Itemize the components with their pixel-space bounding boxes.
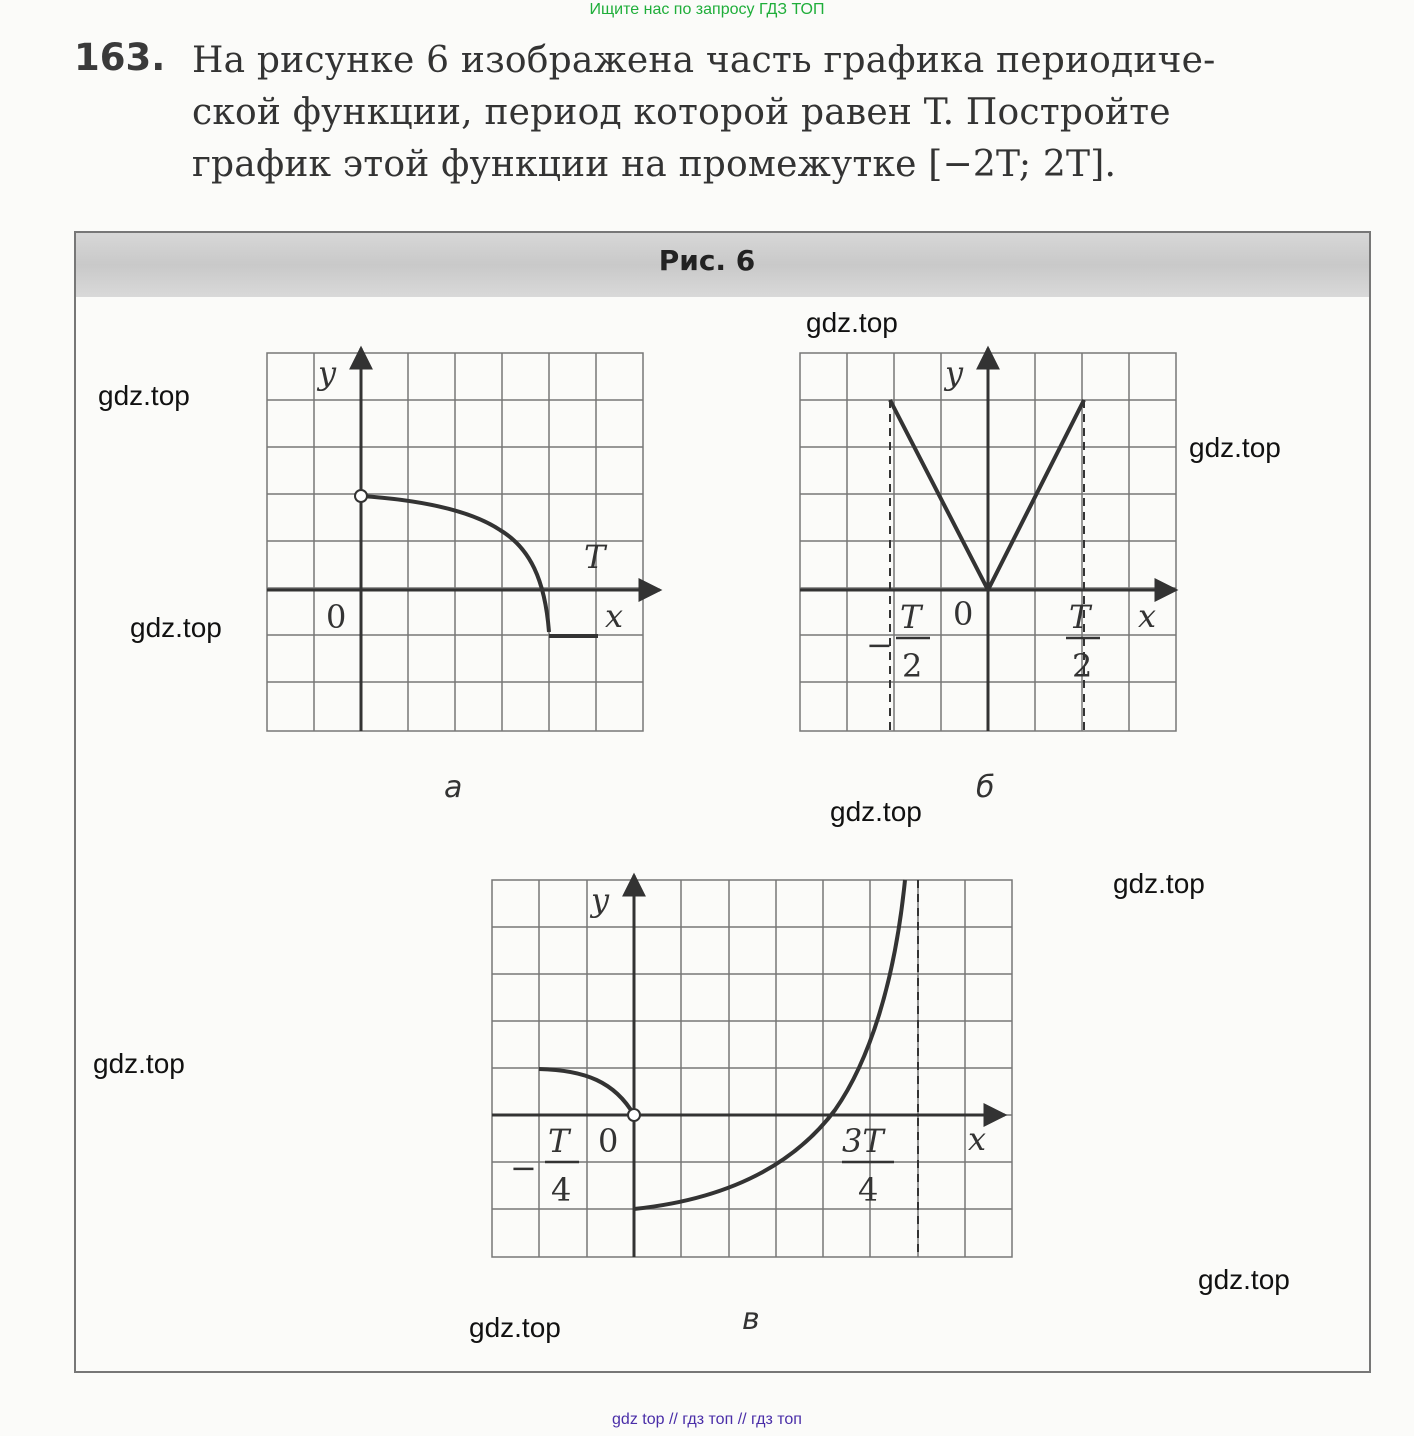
graph-b-half-num: T — [1069, 598, 1091, 636]
caption-c: в — [742, 1302, 760, 1337]
graph-a-x-label: x — [605, 597, 624, 635]
watermark-gdz: gdz.top — [98, 380, 190, 411]
graph-c-three-quarter-den: 4 — [858, 1171, 879, 1209]
graph-c-three-quarter-num: 3T — [842, 1122, 884, 1160]
figure-title: Рис. 6 — [658, 244, 756, 277]
caption-b: б — [976, 770, 995, 805]
caption-a: а — [444, 770, 463, 805]
top-watermark-link[interactable]: Ищите нас по запросу ГДЗ ТОП — [589, 1, 825, 18]
graph-c-quarter-num: T — [548, 1122, 570, 1160]
problem-text-line-1: На рисунке 6 изображена часть графика периодиче- — [192, 40, 1216, 81]
graph-b-half-den: 2 — [1072, 647, 1093, 685]
watermark-gdz: gdz.top — [469, 1312, 561, 1343]
watermark-gdz: gdz.top — [1198, 1264, 1290, 1295]
bottom-watermark-links[interactable]: gdz top // гдз топ // гдз топ — [612, 1411, 802, 1428]
watermark-gdz: gdz.top — [130, 612, 222, 643]
graph-c-open-point — [628, 1109, 640, 1121]
graph-c-quarter-den: 4 — [551, 1171, 572, 1209]
watermark-gdz: gdz.top — [806, 307, 898, 338]
graph-a-open-point — [355, 490, 367, 502]
graph-c — [492, 875, 1012, 1257]
graph-b-minus-sign: − — [866, 626, 893, 664]
graph-c-x-label: x — [968, 1120, 987, 1158]
watermark-gdz: gdz.top — [830, 796, 922, 827]
graph-b-x-label: x — [1138, 597, 1157, 635]
graph-a-zero-label: 0 — [326, 598, 347, 636]
graph-a-T-label: T — [584, 538, 606, 576]
graph-b-neg-half-den: 2 — [902, 647, 923, 685]
problem-text-line-2: ской функции, период которой равен T. Постройте — [192, 92, 1171, 133]
graph-c-minus-sign: − — [510, 1149, 537, 1187]
graph-a — [267, 348, 660, 731]
problem-number: 163. — [74, 36, 166, 79]
graph-c-zero-label: 0 — [598, 1122, 619, 1160]
graph-b-neg-half-num: T — [900, 598, 922, 636]
watermark-gdz: gdz.top — [1113, 868, 1205, 899]
watermark-gdz: gdz.top — [1189, 432, 1281, 463]
graph-b-zero-label: 0 — [953, 595, 974, 633]
graph-a-y-label: y — [318, 354, 337, 392]
problem-text-line-3: график этой функции на промежутке [−2T; 2T]. — [192, 144, 1117, 185]
watermark-gdz: gdz.top — [93, 1048, 185, 1079]
graph-c-y-label: y — [591, 881, 610, 919]
graph-b-y-label: y — [945, 354, 964, 392]
graph-b — [800, 348, 1176, 731]
